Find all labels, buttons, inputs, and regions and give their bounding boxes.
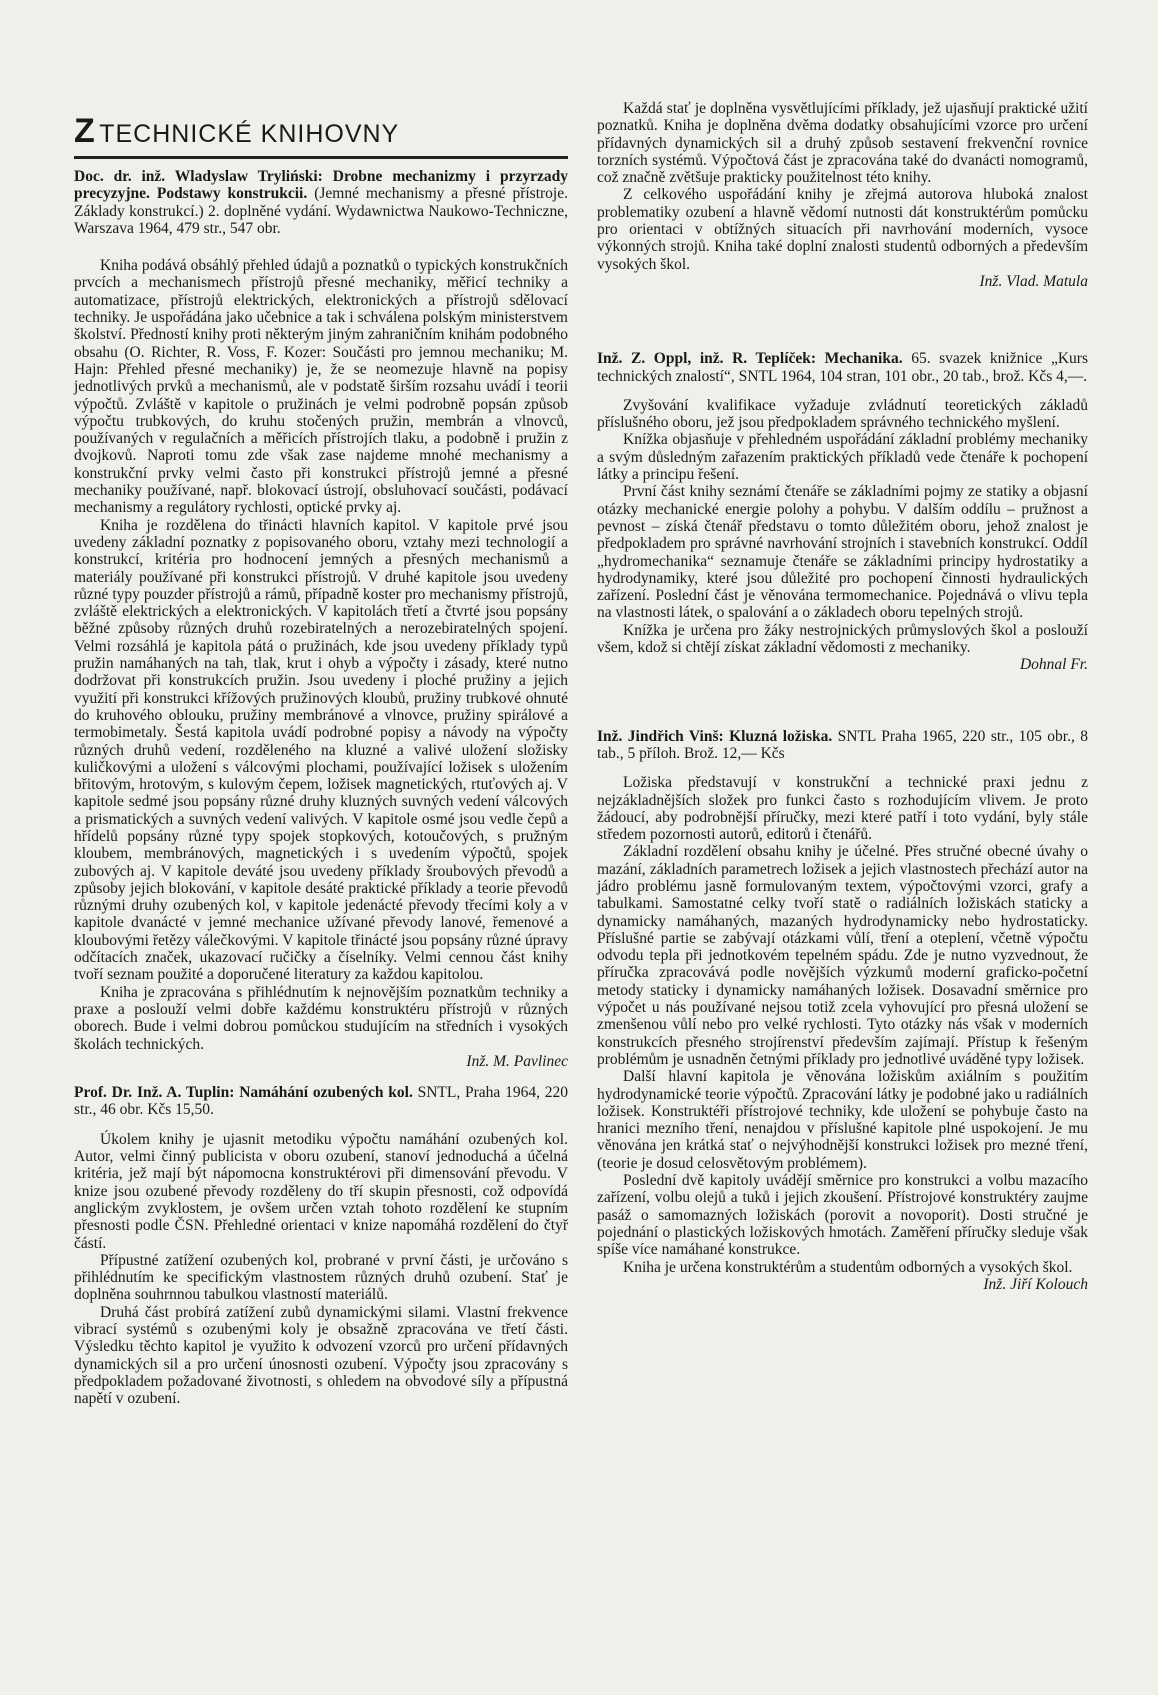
review-book-details: SNTL Praha 1965, 220 str., 105 obr., 8 tab., 5 příloh. Brož. 12,— Kčs <box>597 727 1088 762</box>
review-reference <box>597 728 1088 763</box>
section-heading-initial: Z <box>74 112 95 150</box>
review-paragraph: Druhá část probírá zatížení zubů dynamickými silami. Vlastní frekvence vibrací systémů s ozubenými koly je obsažně zpracována ve třetí části. Výsledku těchto kapitol je využito k odvození vzorců pro určení přídavných dynamických sil a pro určení únosnosti ozubení. Výpočty jsou zpracovány s předpokladem požadované životnosti, s ohledem na obvodové síly a přípustná napětí v ozubení. <box>74 1303 568 1408</box>
left-column <box>74 168 568 1407</box>
review-oppl-teplicek <box>597 350 1088 673</box>
review-book-details: SNTL, Praha 1964, 220 str., 46 obr. Kčs 15,50. <box>74 1084 568 1119</box>
right-column <box>597 100 1088 1293</box>
review-author: Inž. Z. Oppl, inž. R. Teplíček: <box>597 350 817 368</box>
review-paragraph: Kniha je zpracována s přihlédnutím k nejnovějším poznatkům techniky a praxe a poslouží velmi dobře každému konstruktéru přístrojů v různých oborech. Bude i velmi dobrou pomůckou studujícím na středních i vysokých školách technických. <box>74 983 568 1053</box>
review-book-details: 65. svazek knižnice „Kurs technických znalostí“, SNTL 1964, 104 stran, 101 obr., 20 tab., brož. Kčs 4,—. <box>597 350 1089 385</box>
review-tuplin <box>74 1084 568 1407</box>
review-author: Inž. Jindřich Vinš: <box>597 727 724 745</box>
review-book-title: Namáhání ozubených kol. <box>239 1084 413 1102</box>
review-paragraph: Kniha je určena konstruktérům a studentům odborných a vysokých škol. <box>623 1258 1073 1276</box>
review-book-details: (Jemné mechanismy a přesné přístroje. Základy konstrukcí.) 2. doplněné vydání. Wydawnictwa Naukowo-Techniczne, Warszava 1964, 479 str., 547 obr. <box>74 185 568 237</box>
review-signature: Inž. Vlad. Matula <box>979 272 1088 290</box>
review-paragraph: Další hlavní kapitola je věnována ložiskům axiálním s použitím hydrodynamické teorie výpočtů. Zpracování látky je podobné jako u radiálních ložisek. Konstruktéři přístrojové techniky, kde uložení se pohybuje často na hranici mezního tření, nenajdou v příslušné kapitole plné uspokojení. Je mu věnována jen krátká stať o nejvýhodnější konstrukci ložisek pro mezné tření, (teorie je dosud celosvětovým problémem). <box>597 1068 1088 1172</box>
review-paragraph: Zvyšování kvalifikace vyžaduje zvládnutí teoretických základů příslušného oboru, jež jsou předpokladem správného technického myšlení. <box>597 396 1088 432</box>
review-paragraph: Základní rozdělení obsahu knihy je účelné. Přes stručné obecné úvahy o mazání, základních parametrech ložisek a jejich vlastnostech přechází autor na jádro problému jasně formulovaným textem, výpočtovými vzorci, grafy a tabulkami. Samostatné celky tvoří statě o radiálních ložiskách staticky a dynamicky namáhaných, mazaných hydrodynamicky nebo hydrostaticky. Příslušné partie se zabývají otázkami vůlí, tření a oteplení, včetně výpočtu odvodu tepla při jednotkovém tepelném spádu. Zde je nutno vyzvednout, že příručka zpracovává podle novějších výzkumů moderní graficko-početní metody staticky i dynamicky namáhaných ložisek. Dosavadní směrnice pro výpočet u nás používané nejsou totiž zcela vyhovující pro přesná uložení se zmenšenou vůlí nebo pro velké rychlosti. Tyto otázky nás však v moderních konstrukcích přesného strojírenství především zajímají. Přístup k řešeným problémům je usnadněn četnými příklady pro jednotlivé uváděné typy ložisek. <box>597 843 1088 1068</box>
review-paragraph: První část knihy seznámí čtenáře se základními pojmy ze statiky a objasní otázky mechanické energie polohy a pohybu. V dalším oddílu – pružnost a pevnost – získá čtenář představu o tomto důležitém oboru, jehož znalost je předpokladem pro správné navrhování strojních i stavebních konstrukcí. Oddíl „hydromechanika“ seznamuje čtenáře se základními principy hydrostatiky a hydrodynamiky, které jsou důležité pro pochopení činnosti hydraulických zařízení. Poslední část je věnována termomechanice. Pojednává o vlivu tepla na vlastnosti látek, o spalování a o základech oboru tepelných strojů. <box>597 483 1088 622</box>
review-book-title: Mechanika. <box>824 350 903 368</box>
review-paragraph: Poslední dvě kapitoly uvádějí směrnice pro konstrukci a volbu mazacího zařízení, volbu olejů a tuků i jejich zkoušení. Přístrojové konstruktéry zaujme pasáž o samomazných ložiskách (porovit a novoporit). Dosti stručné je pojednání o plastických ložiskových hmotách. Zaměření příručky sleduje však spíše více namáhané konstrukce. <box>597 1172 1088 1259</box>
review-tryliński <box>74 168 568 1070</box>
review-paragraph: Ložiska představují v konstrukční a technické praxi jednu z nejzákladnějších složek pro funkci často s rozhodujícím vlivem. Je proto žádoucí, aby podrobnější příručky, mezi které patří i toto vydání, byly stále středem pozornosti autorů, editorů i čtenářů. <box>597 774 1088 844</box>
review-reference <box>74 168 568 237</box>
review-paragraph: Kniha podává obsáhlý přehled údajů a poznatků o typických konstrukčních prvcích a mechanismech přístrojů přesné mechaniky, měřicí techniky a automatizace, přístrojů elektrických, elektronických a přístrojů sdělovací techniky. Je uspořádána jako učebnice a tak i schválena polským ministerstvem školství. Předností knihy proti některým jiným zahraničním knihám podobného obsahu (O. Richter, R. Voss, F. Kozer: Součásti pro jemnou mechaniku; M. Hajn: Přehled přesné mechaniky) je, že se neomezuje hlavně na popisy jednotlivých prvků a mechanismů, ale v podstatě širším rozsahu uvádí i teorii výpočtů. Zvláště v kapitole o pružinách je velmi podrobně popsán způsob výpočtu trubkových, do kruhu stočených pružin, membrán a vlnovců, používaných v regulačních a měřicích přístrojích tlaku, a podobně i pružin z dvojkovů. Naproti tomu zde však zase najdeme mnohé mechanismy a konstrukční prvky velmi často při konstrukci přístrojů jemné a přesné mechaniky používané, např. blokovací ústrojí, obsluhovací součásti, podávací mechanismy a regulátory rychlosti, optické prvky aj. <box>74 257 568 517</box>
review-reference <box>74 1084 568 1119</box>
review-paragraph: Každá stať je doplněna vysvětlujícími příklady, jež ujasňují praktické užití poznatků. Kniha je doplněna dvěma dodatky obsahujícími vzorce pro určení přídavných dynamických sil a druhý způsob sestavení frekvenční rovnice torzních systémů. Výpočtová část je zpracována také do dvanácti nomogramů, což značně zvětšuje prakticky použitelnost této knihy. <box>597 100 1088 187</box>
review-paragraph: Knížka je určena pro žáky nestrojnických průmyslových škol a poslouží všem, kdož si chtějí získat základní vědomosti z mechaniky. <box>597 621 1088 657</box>
review-paragraph: Přípustné zatížení ozubených kol, probrané v první části, je určováno s přihlédnutím ke specifickým vlastnostem různých druhů ozubení. Stať je doplněna souhrnnou tabulkou vlastností materiálů. <box>74 1251 568 1304</box>
review-paragraph: Úkolem knihy je ujasnit metodiku výpočtu namáhání ozubených kol. Autor, velmi činný publicista v oboru ozubení, stanoví jednoduchá a účelná kritéria, jež mají být nápomocna konstruktérovi při dimensování převodu. V knize jsou ozubené převody rozděleny do tří skupin přesnosti, což odpovídá anglickým zvyklostem, je ovšem určen vztah tohoto rozdělení ke stupním přesnosti podle ČSN. Přehledné orientaci v knize napomáhá rozdělení do čtyř částí. <box>74 1130 568 1252</box>
review-reference <box>597 350 1088 385</box>
review-signature: Inž. M. Pavlinec <box>466 1052 568 1070</box>
review-author: Prof. Dr. Inž. A. Tuplin: <box>74 1084 235 1102</box>
review-book-title: Drobne mechanizmy i przyrzady precyzyjne. Podstawy konstrukcii. <box>74 168 568 203</box>
review-signature: Dohnal Fr. <box>1019 656 1088 674</box>
section-heading <box>74 112 566 151</box>
review-book-title: Kluzná ložiska. <box>729 727 833 745</box>
review-signature: Inž. Jiří Kolouch <box>983 1275 1088 1293</box>
section-heading-text: TECHNICKÉ KNIHOVNY <box>99 120 400 148</box>
review-vins <box>597 728 1088 1294</box>
review-paragraph: Kniha je rozdělena do třinácti hlavních kapitol. V kapitole prvé jsou uvedeny základní poznatky z popisovaného oboru, vztahy mezi technologií a konstrukcí, kritéria pro hodnocení jemných a přesných mechanismů a materiály používané při konstrukci přístrojů. V druhé kapitole jsou uvedeny různé typy pouzder přístrojů a rámů, případně koster pro mechanismy přístrojů, zvláště elektrických a elektronických. V kapitolách třetí a čtvrté jsou popsány běžné způsoby různých druhů rozebiratelných a nerozebiratelných spojení. Velmi rozsáhlá je kapitola pátá o pružinách, kde jsou uvedeny příklady typů pružin namáhaných na tah, tlak, krut i ohyb a výpočty i zásady, které nutno dodržovat při konstrukcích pružin. Jsou uvedeny i ploché pružiny a jejich využití při konstrukci křížových pružinových kloubů, pružiny trubkové ohnuté do kruhového oblouku, pružiny membránové a vlnovce, pružiny spirálové a termobimetaly. Šestá kapitola uvádí podrobné popisy a návody na výpočty různých druhů vedení, rozděleného na kluzné a valivé uložení složisky kuličkovými a uložení s válcovými plochami, používající ložisek s uložením břitovým, hrotovým, s kulovým čepem, ložisek magnetických, rtuťových aj. V kapitole sedmé jsou popsány různé druhy kluzných suvných vedení válcových a prismatických a suvných vedení valivých. V kapitole osmé jsou vedle čepů a hřídelů popsány různé typy spojek stopkových, kotoučových, s pružným kloubem, membránových, magnetických i s uvedením výpočtů, spojek zubových aj. V kapitole deváté jsou uvedeny příklady šroubových převodů a způsoby jejich blokování, v kapitole desáté praktické příklady a teorie převodů různými druhy ozubených kol, v kapitole jedenácté převody třecími koly a v kapitole dvanácté v jemné mechanice užívané převody lanové, řemenové a kloubovými řetězy válečkovými. V kapitole třinácté jsou popsány různé úpravy odčítacích značek, ukazovací ručičky a číselníky. Velmi cennou část knihy tvoří seznam použité a doporučené literatury za každou kapitolou. <box>74 516 568 984</box>
heading-rule <box>74 156 568 159</box>
review-paragraph: Knížka objasňuje v přehledném uspořádání základní problémy mechaniky a svým důsledným zařazením praktických příkladů vede čtenáře k pochopení látky a principu řešení. <box>597 431 1088 484</box>
review-paragraph: Z celkového uspořádání knihy je zřejmá autorova hluboká znalost problematiky ozubení a hlavně vědomí nutnosti dát konstruktérům pomůcku pro orientaci v obtížných situacích při navrhování moderních, vysoce výkonných strojů. Kniha také doplní znalosti studentů odborných a především vysokých škol. <box>597 186 1088 273</box>
review-author: Doc. dr. inž. Wladyslaw Tryliński: <box>74 168 323 185</box>
